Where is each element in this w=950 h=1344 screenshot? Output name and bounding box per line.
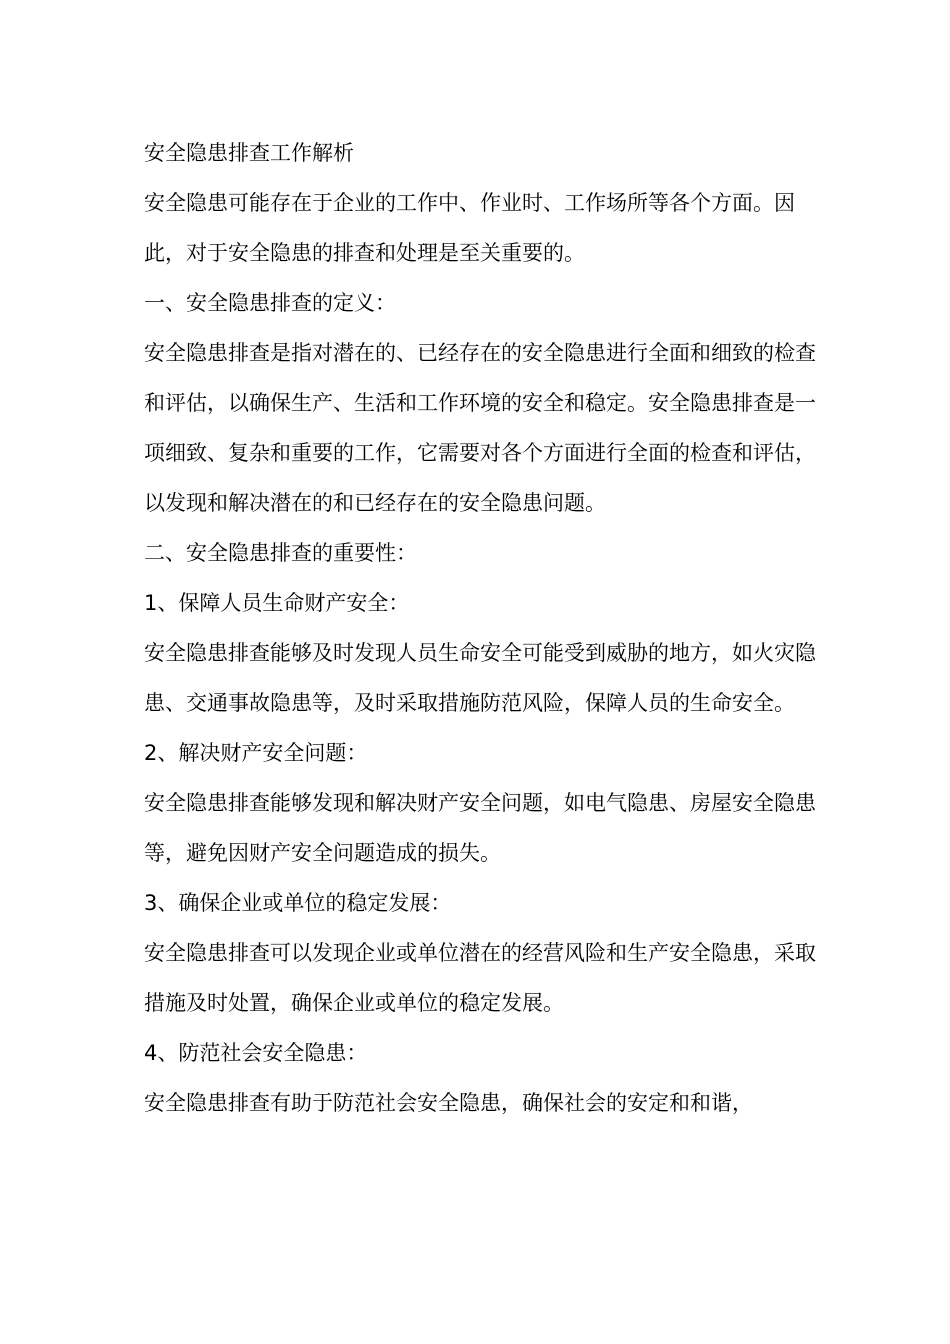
section-heading-definition: 一、安全隐患排查的定义： (144, 291, 396, 315)
paragraph-2: 安全隐患排查能够发现和解决财产安全问题，如电气隐患、房屋安全隐患等，避免因财产安全问题造成的损失。 (144, 791, 816, 865)
subheading-4: 4、防范社会安全隐患： (144, 1041, 368, 1065)
subheading-2: 2、解决财产安全问题： (144, 741, 368, 765)
paragraph-intro: 安全隐患可能存在于企业的工作中、作业时、工作场所等各个方面。因此，对于安全隐患的排查和处理是至关重要的。 (144, 191, 795, 265)
document-body (144, 128, 824, 1128)
paragraph-3: 安全隐患排查可以发现企业或单位潜在的经营风险和生产安全隐患，采取措施及时处置，确保企业或单位的稳定发展。 (144, 941, 816, 1015)
subheading-1: 1、保障人员生命财产安全： (144, 591, 410, 615)
paragraph-4: 安全隐患排查有助于防范社会安全隐患，确保社会的安定和和谐， (144, 1091, 753, 1115)
document-title: 安全隐患排查工作解析 (144, 141, 354, 165)
paragraph-definition: 安全隐患排查是指对潜在的、已经存在的安全隐患进行全面和细致的检查和评估，以确保生产、生活和工作环境的安全和稳定。安全隐患排查是一项细致、复杂和重要的工作，它需要对各个方面进行全面的检查和评估，以发现和解决潜在的和已经存在的安全隐患问题。 (144, 341, 816, 515)
paragraph-1: 安全隐患排查能够及时发现人员生命安全可能受到威胁的地方，如火灾隐患、交通事故隐患等，及时采取措施防范风险，保障人员的生命安全。 (144, 641, 816, 715)
subheading-3: 3、确保企业或单位的稳定发展： (144, 891, 452, 915)
section-heading-importance: 二、安全隐患排查的重要性： (144, 541, 417, 565)
